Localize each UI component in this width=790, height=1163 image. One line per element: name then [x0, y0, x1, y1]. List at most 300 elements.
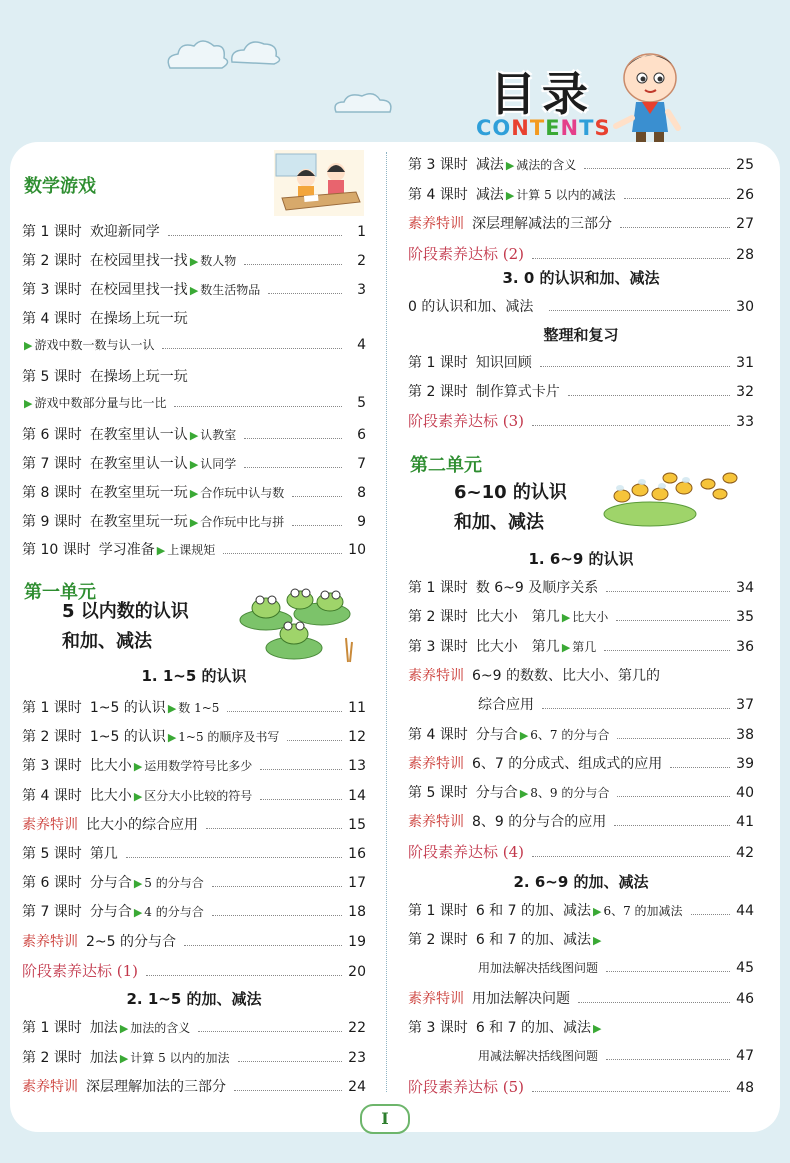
lesson-label: 第 2 课时 — [408, 384, 468, 400]
toc-entry[interactable] — [22, 697, 366, 717]
dot-leader — [606, 971, 730, 972]
entry-title: 在操场上玩一玩 — [89, 369, 188, 385]
page-ref: 26 — [736, 186, 754, 203]
stage-assessment-label: 阶段素养达标 (2) — [408, 244, 525, 263]
dot-leader — [614, 825, 730, 826]
entry-title: 6 和 7 的加、减法 — [475, 932, 591, 949]
cloud-decoration — [160, 30, 290, 75]
page-ref: 18 — [348, 904, 366, 921]
arrow-icon: ▶ — [519, 787, 529, 801]
page-ref: 42 — [736, 844, 754, 861]
page-ref: 23 — [348, 1049, 366, 1066]
dot-leader — [234, 1090, 342, 1091]
page-ref: 15 — [348, 816, 366, 833]
entry-subtitle: 8、9 的分与合 — [530, 786, 610, 801]
entry-subtitle: 认同学 — [200, 457, 237, 471]
arrow-icon: ▶ — [505, 188, 515, 202]
unit2-label: 第二单元 — [410, 455, 482, 476]
title-letter: S — [594, 116, 611, 140]
entry-subtitle: 运用数学符号比多少 — [144, 759, 253, 774]
dot-leader — [670, 767, 730, 768]
page-ref: 41 — [736, 814, 754, 831]
toc-entry[interactable] — [408, 1017, 754, 1037]
page-ref: 20 — [348, 963, 366, 980]
lesson-label: 第 10 课时 — [22, 542, 91, 558]
arrow-icon: ▶ — [592, 1022, 602, 1036]
entry-subtitle: 用减法解决括线图问题 — [478, 1048, 599, 1063]
entry-subtitle: 数 1~5 — [178, 701, 220, 715]
page-ref: 30 — [736, 299, 754, 315]
dot-leader — [174, 406, 342, 407]
entry-subtitle: 6、7 的加减法 — [603, 904, 683, 918]
entry-title: 1~5 的认识 — [89, 729, 166, 746]
page-ref: 44 — [736, 903, 754, 919]
page-ref: 11 — [348, 700, 366, 716]
dot-leader — [292, 525, 342, 526]
dot-leader — [620, 227, 730, 228]
page-ref: 37 — [736, 697, 754, 714]
entry-subtitle: 4 的分与合 — [144, 905, 204, 920]
cloud-decoration — [330, 88, 400, 118]
dot-leader — [238, 1061, 342, 1062]
toc-entry[interactable] — [22, 1047, 366, 1067]
page-ref: 40 — [736, 785, 754, 802]
page-ref: 25 — [736, 157, 754, 173]
page-ref: 7 — [357, 456, 366, 472]
entry-title: 减法 — [475, 186, 504, 203]
lesson-label: 第 1 课时 — [22, 224, 82, 240]
toc-entry[interactable] — [22, 424, 366, 444]
entry-subtitle: 游戏中数部分量与比一比 — [34, 396, 167, 410]
toc-entry[interactable] — [408, 410, 754, 431]
entry-title: 比大小 第几 — [475, 638, 560, 655]
entry-title: 6 和 7 的加、减法 — [475, 903, 591, 919]
toc-entry[interactable] — [408, 988, 754, 1008]
dot-leader — [292, 496, 342, 497]
entry-title: 综合应用 — [478, 697, 534, 714]
toc-entry[interactable] — [22, 366, 366, 386]
lesson-label: 第 7 课时 — [22, 456, 82, 472]
arrow-icon: ▶ — [189, 284, 199, 297]
page-ref: 4 — [357, 337, 366, 353]
toc-entry[interactable] — [22, 960, 366, 981]
entry-subtitle: 第几 — [572, 639, 597, 654]
unit2-title-line1: 6~10 的认识 — [454, 482, 567, 503]
toc-entry[interactable] — [408, 959, 754, 976]
arrow-icon: ▶ — [156, 544, 166, 557]
dot-leader — [617, 796, 730, 797]
dot-leader — [162, 348, 342, 349]
entry-title: 减法 — [475, 157, 504, 173]
lesson-label: 第 4 课时 — [408, 186, 468, 203]
entry-subtitle: 上课规矩 — [167, 543, 216, 557]
entry-subtitle: 比大小 — [572, 610, 609, 625]
dot-leader — [549, 310, 730, 311]
toc-entry[interactable] — [408, 694, 754, 714]
arrow-icon: ▶ — [189, 458, 199, 471]
page-ref: 13 — [348, 758, 366, 775]
special-training-label: 素养特训 — [408, 216, 464, 232]
arrow-icon: ▶ — [119, 1022, 129, 1035]
page-ref: 48 — [736, 1079, 754, 1096]
stage-assessment-label: 阶段素养达标 (1) — [22, 961, 139, 980]
page-title-english — [476, 116, 611, 140]
dot-leader — [532, 425, 730, 426]
toc-entry[interactable] — [408, 841, 754, 862]
toc-entry[interactable] — [22, 308, 366, 328]
toc-entry[interactable] — [22, 336, 366, 353]
entry-title: 比大小 第几 — [475, 609, 560, 626]
subsection-heading: 2. 6~9 的加、减法 — [513, 873, 649, 891]
special-training-label: 素养特训 — [22, 933, 78, 950]
arrow-icon: ▶ — [24, 339, 33, 352]
dot-leader — [198, 1031, 342, 1032]
entry-title: 制作算式卡片 — [475, 384, 560, 400]
entry-title: 数 6~9 及顺序关系 — [475, 580, 599, 596]
toc-entry[interactable] — [22, 931, 366, 951]
toc-entry[interactable] — [408, 243, 754, 264]
arrow-icon: ▶ — [189, 429, 199, 442]
page-ref: 31 — [736, 355, 754, 371]
page-ref: 45 — [736, 959, 754, 976]
lesson-label: 0 的认识和加、减法 — [408, 299, 534, 315]
dot-leader — [606, 591, 730, 592]
arrow-icon: ▶ — [519, 728, 529, 742]
page-ref: 5 — [357, 395, 366, 411]
page-ref: 28 — [736, 246, 754, 263]
page-ref: 17 — [348, 875, 366, 892]
page-ref: 32 — [736, 384, 754, 400]
entry-title: 加法 — [89, 1020, 118, 1036]
dot-leader — [540, 366, 730, 367]
entry-title: 知识回顾 — [475, 355, 532, 371]
special-training-label: 素养特训 — [22, 816, 78, 833]
toc-entry[interactable] — [22, 394, 366, 411]
special-training-label: 素养特训 — [408, 755, 464, 772]
entry-title: 深层理解加法的三部分 — [86, 1079, 226, 1095]
toc-entry[interactable] — [22, 1076, 366, 1096]
lesson-label: 第 2 课时 — [408, 932, 468, 949]
entry-title: 在校园里找一找 — [89, 282, 188, 298]
toc-entry[interactable] — [22, 539, 366, 559]
entry-title: 用加法解决问题 — [472, 990, 570, 1007]
toc-entry[interactable] — [408, 296, 754, 316]
stage-assessment-label: 阶段素养达标 (4) — [408, 842, 525, 861]
dot-leader — [287, 740, 342, 741]
unit2-title-line2: 和加、减法 — [454, 512, 544, 533]
entry-subtitle: 认教室 — [200, 428, 237, 442]
page-ref: 3 — [357, 282, 366, 298]
entry-title: 6、7 的分成式、组成式的应用 — [472, 755, 663, 772]
dot-leader — [244, 264, 342, 265]
toc-entry[interactable] — [408, 154, 754, 174]
entry-title: 欢迎新同学 — [89, 224, 160, 240]
entry-subtitle: 合作玩中比与拼 — [200, 515, 285, 529]
unit1-label: 第一单元 — [24, 582, 96, 603]
page-ref: 12 — [348, 729, 366, 746]
arrow-icon: ▶ — [561, 611, 571, 625]
toc-entry[interactable] — [408, 929, 754, 949]
entry-title: 深层理解减法的三部分 — [472, 216, 612, 232]
arrow-icon: ▶ — [189, 255, 199, 268]
lesson-label: 第 2 课时 — [22, 1049, 82, 1066]
entry-title: 比大小的综合应用 — [86, 816, 198, 833]
toc-entry[interactable] — [22, 755, 366, 775]
lesson-label: 第 6 课时 — [22, 875, 82, 892]
page-ref: 34 — [736, 580, 754, 596]
dot-leader — [212, 915, 342, 916]
lesson-label: 第 3 课时 — [22, 282, 82, 298]
toc-entry[interactable] — [408, 1076, 754, 1097]
arrow-icon: ▶ — [167, 702, 177, 715]
subsection-heading: 2. 1~5 的加、减法 — [126, 990, 262, 1008]
title-letter: C — [476, 116, 493, 140]
lesson-label: 第 5 课时 — [22, 846, 82, 862]
toc-entry[interactable] — [408, 352, 754, 372]
arrow-icon: ▶ — [133, 760, 143, 774]
page-ref: 39 — [736, 755, 754, 772]
lesson-label: 第 8 课时 — [22, 485, 82, 501]
toc-entry[interactable] — [408, 577, 754, 597]
lesson-label: 第 2 课时 — [408, 609, 468, 626]
entry-subtitle: 数人物 — [200, 254, 237, 268]
lesson-label: 第 9 课时 — [22, 514, 82, 530]
entry-subtitle: 区分大小比较的符号 — [144, 788, 253, 803]
dot-leader — [268, 293, 342, 294]
toc-entry[interactable] — [22, 843, 366, 863]
dot-leader — [168, 235, 342, 236]
arrow-icon: ▶ — [133, 877, 143, 891]
page-ref: 1 — [357, 224, 366, 240]
toc-entry[interactable] — [408, 636, 754, 656]
entry-subtitle: 计算 5 以内的加法 — [130, 1050, 230, 1065]
page-ref: 2 — [357, 253, 366, 269]
entry-title: 比大小 — [89, 758, 132, 775]
unit1-title-line2: 和加、减法 — [62, 631, 152, 652]
dot-leader — [146, 975, 342, 976]
page-title: 目录 — [490, 67, 594, 121]
stage-assessment-label: 阶段素养达标 (3) — [408, 412, 525, 430]
entry-title: 分与合 — [475, 726, 518, 743]
entry-title: 6~9 的数数、比大小、第几的 — [472, 667, 660, 684]
page-ref: 36 — [736, 638, 754, 655]
dot-leader — [532, 258, 730, 259]
dot-leader — [532, 1091, 730, 1092]
entry-title: 分与合 — [89, 875, 132, 892]
dot-leader — [604, 650, 730, 651]
page-ref: 9 — [357, 514, 366, 530]
toc-entry[interactable] — [408, 606, 754, 626]
entry-title: 第几 — [89, 846, 118, 862]
toc-entry[interactable] — [408, 724, 754, 744]
entry-title: 在教室里玩一玩 — [89, 485, 188, 501]
entry-title: 加法 — [89, 1049, 118, 1066]
entry-subtitle: 数生活物品 — [200, 283, 261, 297]
page-ref: 6 — [357, 427, 366, 443]
page-ref: 8 — [357, 485, 366, 501]
lesson-label: 第 1 课时 — [408, 903, 468, 919]
toc-entry[interactable] — [22, 221, 366, 241]
toc-entry[interactable] — [408, 811, 754, 831]
page-number-badge: I — [360, 1104, 410, 1134]
title-letter: E — [545, 116, 561, 140]
dot-leader — [578, 1002, 730, 1003]
title-letter: T — [529, 116, 546, 140]
entry-subtitle: 5 的分与合 — [144, 876, 204, 891]
dot-leader — [616, 620, 730, 621]
mascot-boy-illustration — [612, 48, 692, 144]
dot-leader — [184, 945, 342, 946]
entry-title: 学习准备 — [98, 542, 155, 558]
entry-title: 在教室里认一认 — [89, 456, 188, 472]
lesson-label: 第 1 课时 — [22, 1020, 82, 1036]
lesson-label: 第 1 课时 — [22, 700, 82, 716]
toc-entry[interactable] — [22, 726, 366, 746]
toc-entry[interactable] — [22, 250, 366, 270]
page-ref: 47 — [736, 1047, 754, 1064]
entry-title: 6 和 7 的加、减法 — [475, 1020, 591, 1037]
arrow-icon: ▶ — [505, 159, 515, 172]
page-ref: 24 — [348, 1079, 366, 1095]
toc-entry[interactable] — [408, 1047, 754, 1064]
lesson-label: 第 7 课时 — [22, 904, 82, 921]
toc-entry[interactable] — [22, 482, 366, 502]
entry-title: 在操场上玩一玩 — [89, 311, 188, 327]
entry-title: 在教室里认一认 — [89, 427, 188, 443]
entry-title: 1~5 的认识 — [89, 700, 166, 716]
toc-entry[interactable] — [408, 381, 754, 401]
unit1-title-line1: 5 以内数的认识 — [62, 601, 189, 622]
page-ref: 46 — [736, 990, 754, 1007]
toc-entry[interactable] — [408, 184, 754, 204]
dot-leader — [244, 438, 342, 439]
dot-leader — [260, 769, 342, 770]
entry-subtitle: 游戏中数一数与认一认 — [34, 338, 155, 352]
lesson-label: 第 1 课时 — [408, 355, 468, 371]
toc-entry[interactable] — [22, 814, 366, 834]
dot-leader — [542, 708, 730, 709]
page-ref: 38 — [736, 726, 754, 743]
subsection-heading: 1. 1~5 的认识 — [141, 667, 247, 685]
title-letter: O — [492, 116, 512, 140]
entry-title: 2~5 的分与合 — [86, 933, 176, 950]
toc-entry[interactable] — [408, 213, 754, 233]
lesson-label: 第 3 课时 — [22, 758, 82, 775]
page-ref: 16 — [348, 846, 366, 862]
arrow-icon: ▶ — [167, 731, 177, 745]
entry-title: 分与合 — [475, 785, 518, 802]
arrow-icon: ▶ — [133, 906, 143, 920]
dot-leader — [260, 799, 342, 800]
entry-subtitle: 6、7 的分与合 — [530, 727, 610, 742]
dot-leader — [568, 395, 730, 396]
lesson-label: 第 2 课时 — [22, 729, 82, 746]
dot-leader — [584, 168, 730, 169]
dot-leader — [617, 738, 730, 739]
column-divider — [386, 152, 387, 1092]
dot-leader — [212, 886, 342, 887]
arrow-icon: ▶ — [189, 516, 199, 529]
lesson-label: 第 4 课时 — [22, 311, 82, 327]
toc-entry[interactable] — [22, 1017, 366, 1037]
dot-leader — [606, 1059, 730, 1060]
page-ref: 22 — [348, 1020, 366, 1036]
special-training-label: 素养特训 — [408, 990, 464, 1007]
lesson-label: 第 3 课时 — [408, 157, 468, 173]
entry-subtitle: 用加法解决括线图问题 — [478, 960, 599, 975]
special-training-label: 素养特训 — [408, 667, 464, 684]
title-letter: T — [579, 116, 595, 140]
special-training-label: 素养特训 — [408, 814, 464, 831]
arrow-icon: ▶ — [133, 789, 143, 803]
dot-leader — [532, 856, 730, 857]
bees-and-flowers-illustration — [600, 466, 752, 528]
lesson-label: 第 3 课时 — [408, 638, 468, 655]
toc-entry[interactable] — [408, 900, 754, 920]
toc-entry[interactable] — [22, 453, 366, 473]
entry-title: 8、9 的分与合的应用 — [472, 814, 607, 831]
dot-leader — [223, 553, 342, 554]
toc-entry[interactable] — [22, 901, 366, 921]
entry-title: 分与合 — [89, 904, 132, 921]
lesson-label: 第 4 课时 — [408, 726, 468, 743]
title-letter: N — [511, 116, 530, 140]
page-ref: 35 — [736, 609, 754, 626]
dot-leader — [206, 828, 342, 829]
subsection-heading: 1. 6~9 的认识 — [528, 550, 634, 568]
toc-entry[interactable] — [22, 872, 366, 892]
dot-leader — [624, 198, 730, 199]
entry-title: 在教室里玩一玩 — [89, 514, 188, 530]
special-training-label: 素养特训 — [22, 1079, 78, 1095]
arrow-icon: ▶ — [189, 487, 199, 500]
frogs-on-lily-pads-illustration — [234, 578, 360, 664]
entry-subtitle: 减法的含义 — [516, 158, 577, 172]
toc-entry[interactable] — [22, 785, 366, 805]
arrow-icon: ▶ — [592, 905, 602, 918]
toc-entry[interactable] — [22, 511, 366, 531]
arrow-icon: ▶ — [24, 397, 33, 410]
page-ref: 14 — [348, 787, 366, 804]
dot-leader — [227, 711, 342, 712]
toc-entry[interactable] — [408, 665, 754, 685]
toc-entry[interactable] — [408, 753, 754, 773]
lesson-label: 第 2 课时 — [22, 253, 82, 269]
lesson-label: 第 5 课时 — [22, 369, 82, 385]
toc-entry[interactable] — [408, 782, 754, 802]
page-ref: 33 — [736, 414, 754, 430]
arrow-icon: ▶ — [119, 1051, 129, 1065]
section-math-game: 数学游戏 — [24, 176, 96, 197]
entry-subtitle: 1~5 的顺序及书写 — [178, 730, 280, 745]
toc-entry[interactable] — [22, 279, 366, 299]
lesson-label: 第 6 课时 — [22, 427, 82, 443]
lesson-label: 第 3 课时 — [408, 1020, 468, 1037]
entry-subtitle: 加法的含义 — [130, 1021, 191, 1035]
stage-assessment-label: 阶段素养达标 (5) — [408, 1077, 525, 1096]
subsection-heading: 3. 0 的认识和加、减法 — [502, 269, 660, 287]
subsection-heading: 整理和复习 — [543, 326, 619, 344]
classroom-kids-illustration — [274, 150, 364, 216]
entry-title: 比大小 — [89, 787, 132, 804]
page-ref: 10 — [348, 542, 366, 558]
dot-leader — [126, 857, 342, 858]
lesson-label: 第 5 课时 — [408, 785, 468, 802]
arrow-icon: ▶ — [561, 640, 571, 654]
lesson-label: 第 1 课时 — [408, 580, 468, 596]
lesson-label: 第 4 课时 — [22, 787, 82, 804]
dot-leader — [244, 467, 342, 468]
